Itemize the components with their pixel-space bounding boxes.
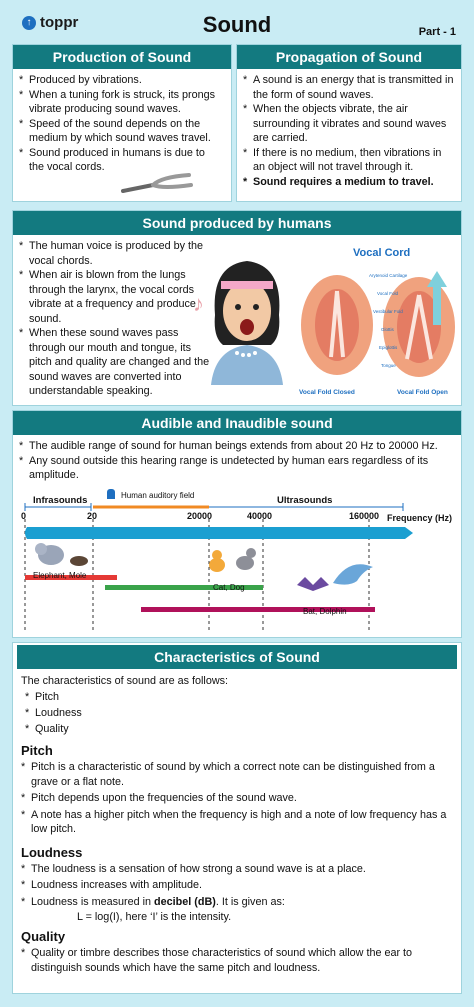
frequency-axis-label: Frequency (Hz) bbox=[387, 513, 453, 523]
list-item: * Pitch bbox=[25, 689, 461, 705]
pitch-heading: Pitch bbox=[21, 743, 53, 758]
quality-heading: Quality bbox=[21, 929, 66, 944]
tick-label: 0 bbox=[21, 511, 27, 521]
brand-name: toppr bbox=[40, 14, 79, 31]
humans-title: Sound produced by humans bbox=[13, 211, 461, 235]
characteristics-title: Characteristics of Sound bbox=[17, 645, 457, 669]
human-field-label: Human auditory field bbox=[121, 491, 195, 500]
list-item: * When these sound waves pass through our mouth and tongue, its pitch and quality are changed and the sound waves are converted into understandable speaking. bbox=[19, 326, 213, 399]
list-item: * The loudness is a sensation of how strong a sound wave is at a place. bbox=[21, 862, 455, 877]
list-item: * Produced by vibrations. bbox=[19, 73, 225, 88]
tuning-fork-image bbox=[117, 165, 197, 199]
list-item: * When the objects vibrate, the air surrounding it vibrates and sound waves are carried. bbox=[243, 102, 455, 146]
list-item bbox=[21, 895, 455, 910]
tick-label: 40000 bbox=[247, 511, 273, 521]
list-item: * Any sound outside this hearing range is undetected by human ears regardless of its amplitude. bbox=[19, 454, 455, 483]
decibel-text-bold: decibel (dB) bbox=[154, 895, 216, 908]
page-title: Sound bbox=[202, 12, 272, 37]
vocal-label: Vocal Fold bbox=[377, 291, 399, 296]
vocal-label: Glottis bbox=[381, 327, 394, 332]
animal-label: Elephant, Mole bbox=[33, 571, 87, 580]
list-item: * Pitch is a characteristic of sound by which a correct note can be distinguished from a grave or a flat note. bbox=[21, 760, 455, 789]
production-title: Production of Sound bbox=[13, 45, 231, 69]
vocal-cord-title: Vocal Cord bbox=[353, 247, 411, 259]
list-item: * Loudness increases with amplitude. bbox=[21, 878, 455, 893]
vocal-fold-open-label: Vocal Fold Open bbox=[397, 389, 448, 396]
infrasounds-label: Infrasounds bbox=[33, 495, 88, 506]
propagation-title: Propagation of Sound bbox=[237, 45, 461, 69]
vocal-label: Epiglottis bbox=[379, 345, 398, 350]
characteristics-intro: The characteristics of sound are as follows: bbox=[21, 675, 229, 687]
tick-label: 20 bbox=[87, 511, 98, 521]
loudness-formula: L = log(I), here ‘I’ is the intensity. bbox=[77, 911, 232, 923]
animal-label: Bat, Dolphin bbox=[303, 607, 347, 616]
vocal-cord-diagram bbox=[295, 265, 461, 385]
vocal-label: Arytenoid Cartilage bbox=[369, 273, 408, 278]
list-item: * Quality or timbre describes those characteristics of sound which allow the ear to distinguish sounds which have the same pitch and loudness. bbox=[21, 946, 455, 975]
list-item: * A note has a higher pitch when the frequency is high and a note of low frequency has a low pitch. bbox=[21, 808, 455, 837]
tick-label: 20000 bbox=[187, 511, 213, 521]
list-item: * Loudness bbox=[25, 705, 461, 721]
decibel-text-pre: Loudness is measured in bbox=[31, 895, 155, 908]
vocal-label: Vestibular Fold bbox=[373, 309, 403, 314]
list-item: * If there is no medium, then vibrations in an object will not travel through it. bbox=[243, 146, 455, 175]
person-icon bbox=[107, 489, 115, 499]
ultrasounds-label: Ultrasounds bbox=[277, 495, 333, 506]
list-item: * Sound produced in humans is due to the vocal cords. bbox=[19, 146, 225, 175]
singing-girl-image bbox=[191, 245, 301, 385]
propagation-panel bbox=[236, 44, 462, 202]
vocal-label: Tongue bbox=[381, 363, 396, 368]
list-item: * The audible range of sound for human beings extends from about 20 Hz to 20000 Hz. bbox=[19, 439, 455, 454]
vocal-fold-closed-label: Vocal Fold Closed bbox=[299, 389, 355, 396]
list-item: * When a tuning fork is struck, its prongs vibrate producing sound waves. bbox=[19, 88, 225, 117]
tick-label: 160000 bbox=[349, 511, 380, 521]
list-item: * Sound requires a medium to travel. bbox=[243, 175, 455, 190]
logo-arrow-icon: ↑ bbox=[22, 16, 36, 30]
part-label: Part - 1 bbox=[418, 26, 456, 38]
list-item: * The human voice is produced by the vocal chords. bbox=[19, 239, 213, 268]
list-item: * A sound is an energy that is transmitted in the form of sound waves. bbox=[243, 73, 455, 102]
animal-label: Cat, Dog bbox=[213, 583, 245, 592]
audible-panel bbox=[12, 410, 462, 638]
list-item: * Quality bbox=[25, 721, 461, 737]
production-panel bbox=[12, 44, 232, 202]
list-item: * When air is blown from the lungs through the larynx, the vocal cords vibrate at a frequency and produce sound. bbox=[19, 268, 213, 326]
humans-panel bbox=[12, 210, 462, 406]
list-item: * Pitch depends upon the frequencies of the sound wave. bbox=[21, 791, 455, 806]
characteristics-panel bbox=[12, 642, 462, 994]
loudness-heading: Loudness bbox=[21, 844, 83, 860]
top-bar bbox=[0, 0, 474, 40]
svg-text:♪: ♪ bbox=[193, 291, 204, 316]
audible-title: Audible and Inaudible sound bbox=[13, 411, 461, 435]
decibel-text-post: . It is given as: bbox=[215, 895, 285, 908]
list-item: * Speed of the sound depends on the medium by which sound waves travel. bbox=[19, 117, 225, 146]
